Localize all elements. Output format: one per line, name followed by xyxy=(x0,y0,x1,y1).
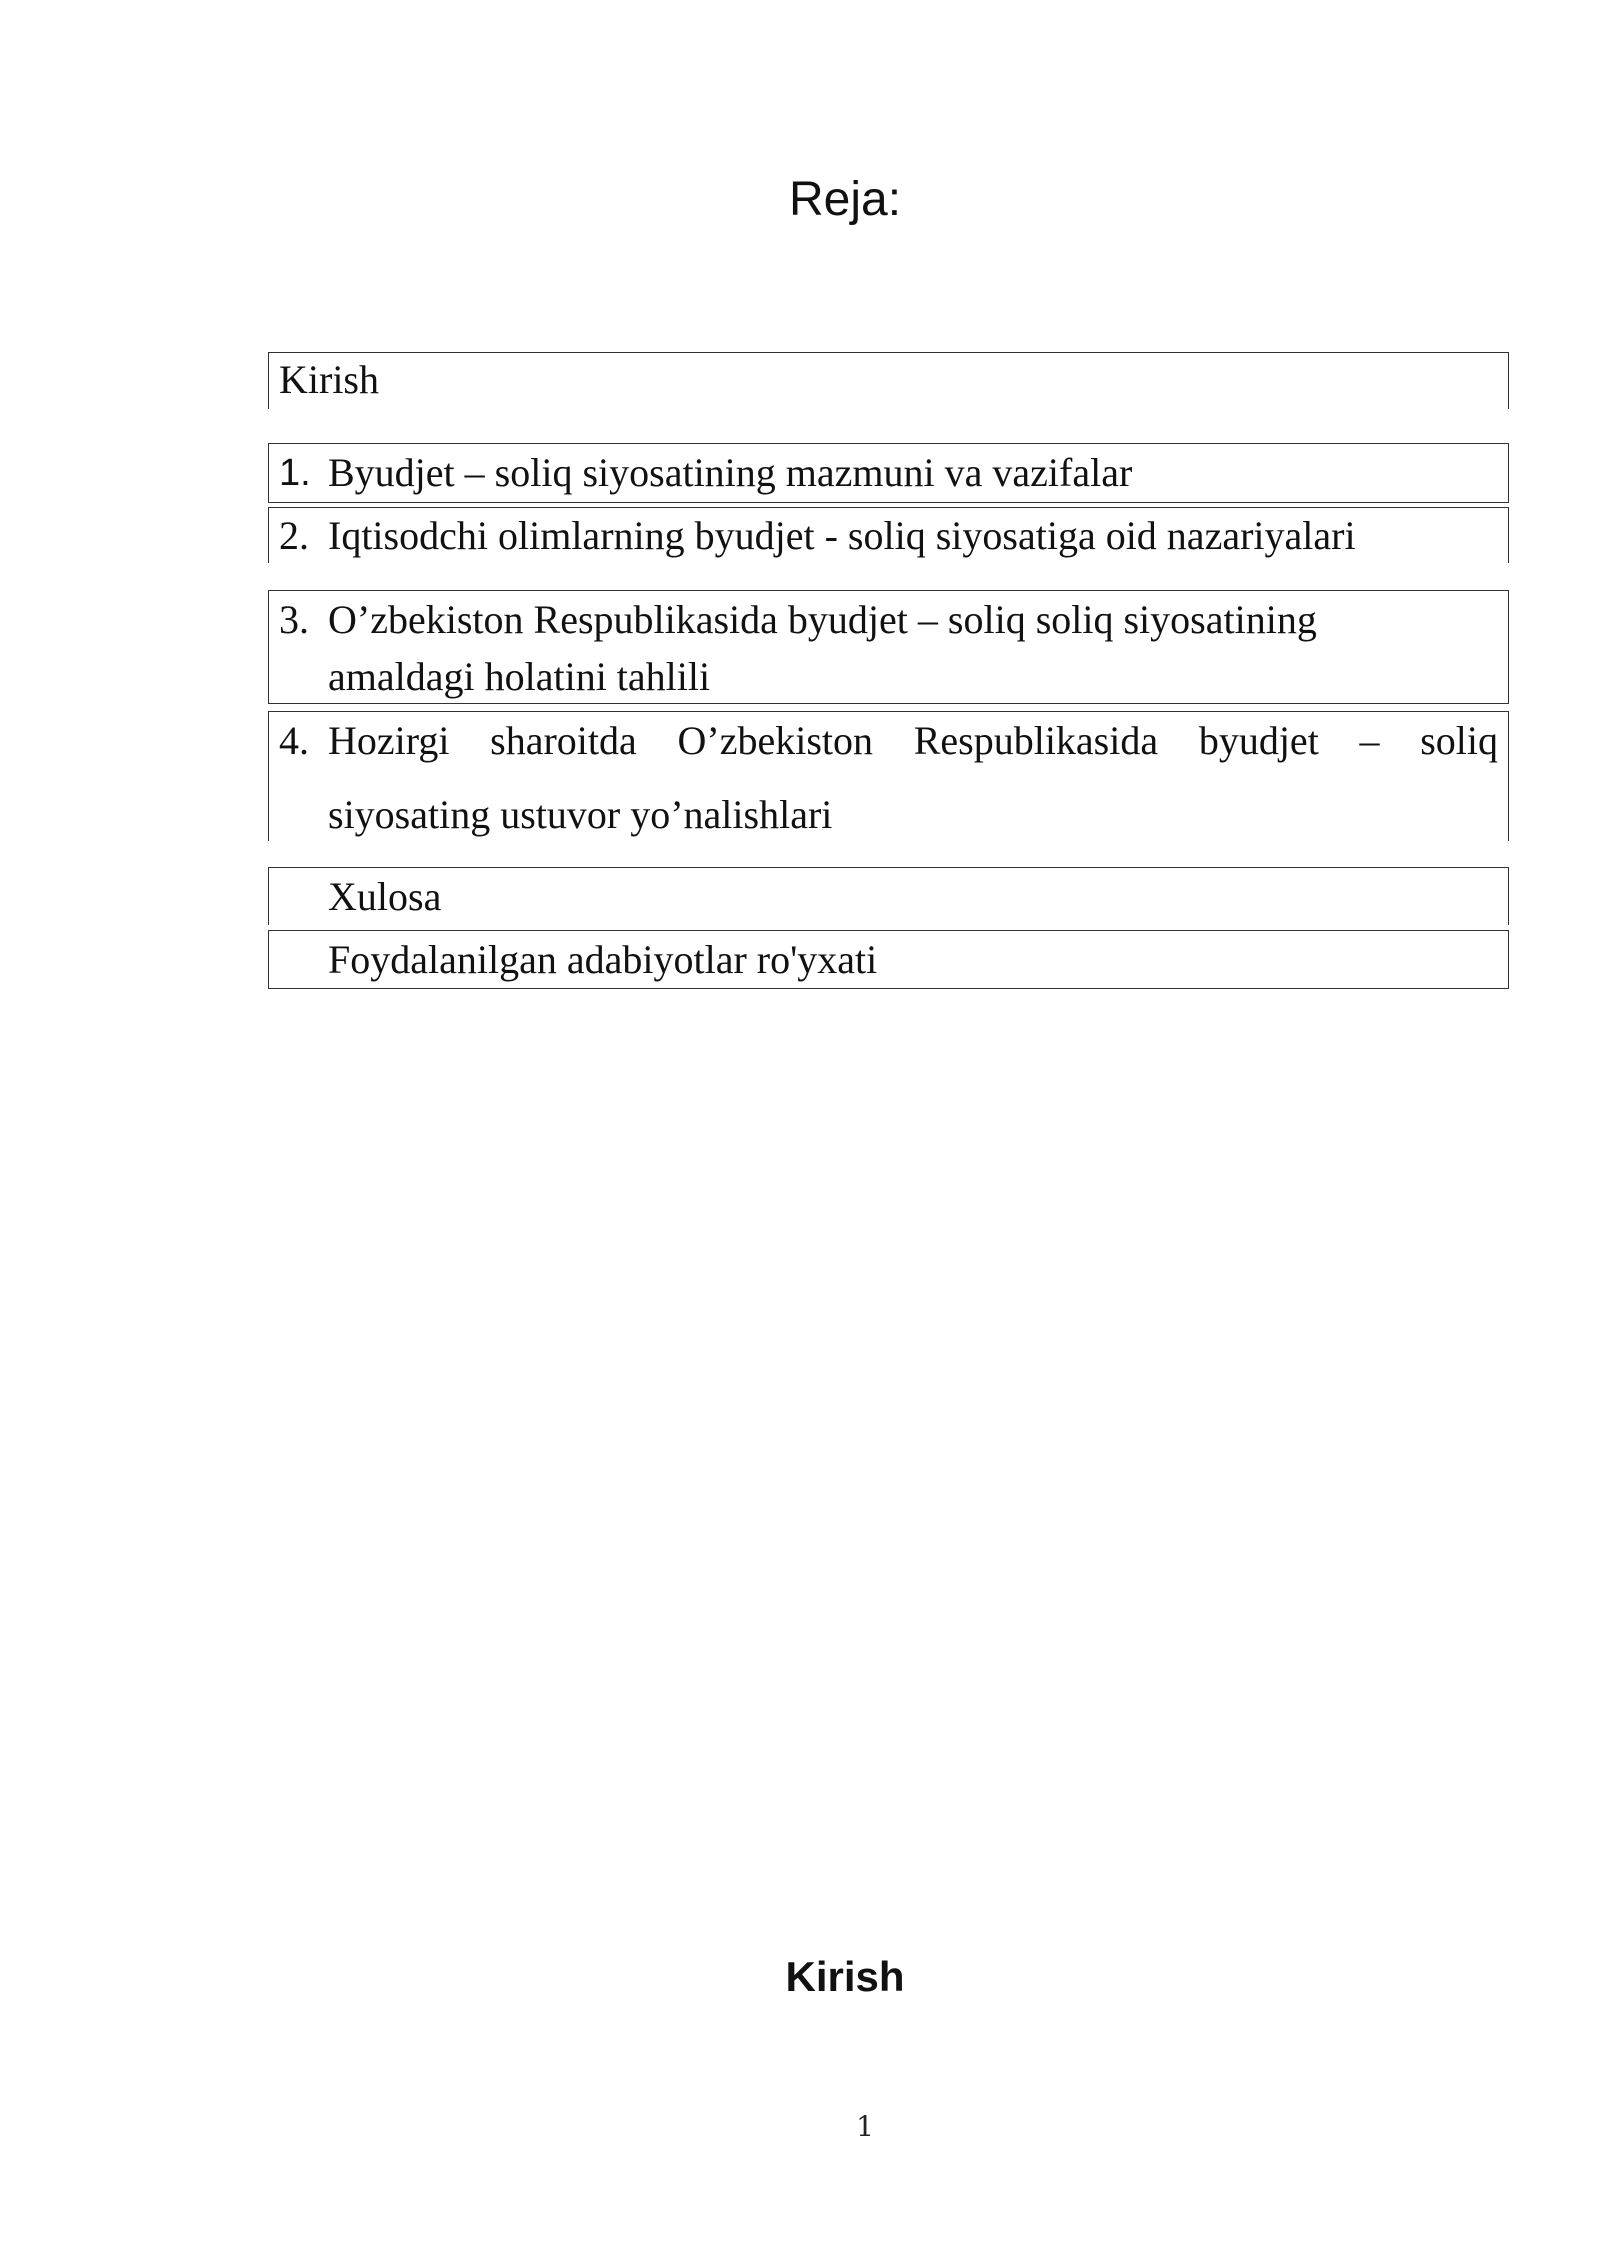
toc-entry-number: 2. xyxy=(279,513,309,558)
toc-entry-number: 3. xyxy=(279,597,309,642)
toc-entry-4 xyxy=(268,711,1509,841)
toc-entry-intro-text: Kirish xyxy=(279,357,379,402)
toc-entry-text-line1: O’zbekiston Respublikasida byudjet – soliq soliq siyosatining xyxy=(328,597,1317,642)
toc-entry-text-line2: siyosating ustuvor yo’nalishlari xyxy=(328,792,833,837)
toc-entry-text-line1: Hozirgi sharoitda O’zbekiston Respublikasida byudjet – soliq xyxy=(328,718,1498,763)
toc-entry-2 xyxy=(268,507,1509,563)
toc-entry-conclusion xyxy=(268,867,1509,925)
toc-entry-text: Iqtisodchi olimlarning byudjet - soliq siyosatiga oid nazariyalari xyxy=(328,513,1356,558)
toc-entry-3 xyxy=(268,590,1509,704)
toc-entry-references-text: Foydalanilgan adabiyotlar ro'yxati xyxy=(328,937,878,982)
toc-entry-conclusion-text: Xulosa xyxy=(328,874,442,919)
toc-entry-text: Byudjet – soliq siyosatining mazmuni va vazifalar xyxy=(328,450,1133,495)
toc-entry-number: 1. xyxy=(279,452,311,494)
toc-entry-number: 4. xyxy=(279,718,309,763)
toc-entry-1 xyxy=(268,443,1509,503)
plan-title: Reja: xyxy=(788,173,902,226)
toc-entry-text-line2: amaldagi holatini tahlili xyxy=(328,654,711,699)
section-heading: Kirish xyxy=(785,1953,905,2000)
page-number: 1 xyxy=(856,2110,874,2143)
toc-entry-references xyxy=(268,930,1509,989)
toc-entry-intro xyxy=(268,352,1509,409)
